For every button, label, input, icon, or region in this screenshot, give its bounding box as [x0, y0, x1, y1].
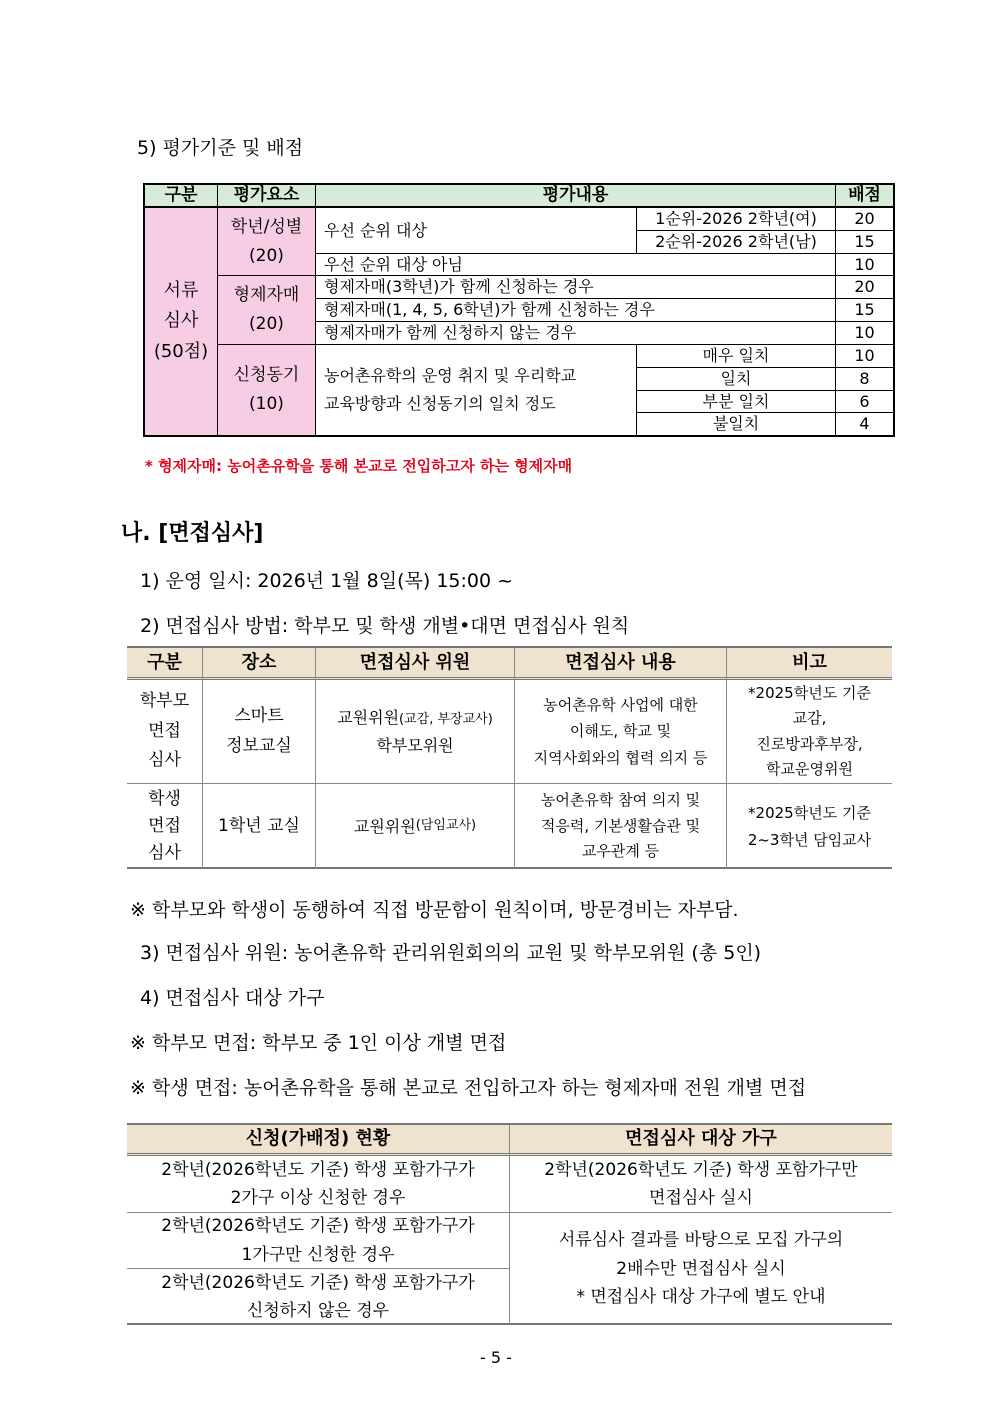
- header-cell: 구분: [127, 648, 203, 680]
- section-heading: 나. [면접심사]: [121, 521, 264, 546]
- score: 20: [836, 208, 893, 231]
- parent-interview-note: ※ 학부모 면접: 학부모 중 1인 이상 개별 면접: [130, 1032, 507, 1054]
- sibling-row: 형제자매(3학년)가 함께 신청하는 경우: [316, 276, 836, 299]
- motive-level: 일치: [637, 368, 836, 391]
- interview-remark: *2025학년도 기준 2~3학년 담임교사: [747, 804, 872, 849]
- target-household-table: [127, 1123, 892, 1325]
- interview-place: 1학년 교실: [203, 784, 316, 869]
- header-cell: 평가요소: [218, 185, 316, 208]
- interview-committee: 교원위원(교감, 부장교사) 학부모위원: [316, 680, 515, 784]
- motive-description: 농어촌유학의 운영 취지 및 우리학교 교육방향과 신청동기의 일치 정도: [316, 345, 637, 435]
- visit-note: ※ 학부모와 학생이 동행하여 직접 방문함이 원칙이며, 방문경비는 자부담.: [130, 899, 739, 921]
- interview-type-student: 학생 면접 심사: [127, 784, 203, 869]
- motive-level: 부분 일치: [637, 391, 836, 413]
- interview-place: 스마트 정보교실: [203, 680, 316, 784]
- header-cell: 면접심사 대상 가구: [510, 1125, 892, 1156]
- sibling-note: * 형제자매: 농어촌유학을 통해 본교로 전입하고자 하는 형제자매: [145, 457, 573, 475]
- interview-committee: 교원위원 (담임교사): [316, 784, 515, 869]
- interview-target: 서류심사 결과를 바탕으로 모집 가구의 2배수만 면접심사 실시 * 면접심사 대상 가구에 별도 안내: [558, 1229, 844, 1308]
- application-status: 2학년(2026학년도 기준) 학생 포함가구가 2가구 이상 신청한 경우: [127, 1156, 510, 1213]
- header-cell: 평가내용: [316, 185, 836, 208]
- score: 15: [836, 299, 893, 322]
- item-committee: 3) 면접심사 위원: 농어촌유학 관리위원회의의 교원 및 학부모위원 (총 5인): [140, 942, 762, 964]
- priority-1: 1순위-2026 2학년(여): [637, 208, 836, 231]
- interview-target: 2학년(2026학년도 기준) 학생 포함가구만 면접심사 실시: [510, 1156, 892, 1213]
- page-number: - 5 -: [480, 1348, 512, 1367]
- header-cell: 신청(가배정) 현황: [127, 1125, 510, 1156]
- interview-remark: *2025학년도 기준 교감, 진로방과후부장, 학교운영위원: [727, 680, 892, 784]
- category-cell: 서류 심사 (50점): [145, 208, 218, 435]
- score: 10: [836, 254, 893, 276]
- interview-type-parent: 학부모 면접 심사: [127, 680, 203, 784]
- item-schedule: 1) 운영 일시: 2026년 1월 8일(목) 15:00 ~: [140, 570, 514, 592]
- interview-content: 농어촌유학 참여 의지 및 적응력, 기본생활습관 및 교우관계 등: [515, 784, 727, 869]
- application-status: 2학년(2026학년도 기준) 학생 포함가구가 신청하지 않은 경우: [127, 1269, 510, 1325]
- non-priority: 우선 순위 대상 아님: [316, 254, 836, 276]
- header-cell: 면접심사 위원: [316, 648, 515, 680]
- header-cell: 배점: [836, 185, 893, 208]
- student-interview-note: ※ 학생 면접: 농어촌유학을 통해 본교로 전입하고자 하는 형제자매 전원 개별 면접: [130, 1077, 807, 1099]
- factor-siblings: 형제자매 (20): [218, 276, 316, 345]
- factor-grade: 학년/성별 (20): [218, 208, 316, 276]
- score: 10: [836, 345, 893, 368]
- score: 8: [836, 368, 893, 391]
- score: 20: [836, 276, 893, 299]
- sibling-row: 형제자매(1, 4, 5, 6학년)가 함께 신청하는 경우: [316, 299, 836, 322]
- priority-target: 우선 순위 대상: [316, 208, 637, 254]
- header-cell: 비고: [727, 648, 892, 680]
- interview-content: 농어촌유학 사업에 대한 이해도, 학교 및 지역사회와의 협력 의지 등: [515, 680, 727, 784]
- item-target: 4) 면접심사 대상 가구: [140, 987, 325, 1009]
- score: 15: [836, 231, 893, 254]
- interview-table: [127, 646, 892, 869]
- score: 6: [836, 391, 893, 413]
- motive-level: 매우 일치: [637, 345, 836, 368]
- score: 10: [836, 322, 893, 345]
- item-method: 2) 면접심사 방법: 학부모 및 학생 개별•대면 면접심사 원칙: [140, 615, 630, 637]
- sibling-row: 형제자매가 함께 신청하지 않는 경우: [316, 322, 836, 345]
- application-status: 2학년(2026학년도 기준) 학생 포함가구가 1가구만 신청한 경우: [127, 1213, 510, 1269]
- header-cell: 장소: [203, 648, 316, 680]
- factor-motive: 신청동기 (10): [218, 345, 316, 435]
- score: 4: [859, 414, 870, 434]
- section-title: 5) 평가기준 및 배점: [137, 137, 304, 159]
- motive-level: 불일치: [637, 413, 836, 435]
- header-cell: 구분: [145, 185, 218, 208]
- priority-2: 2순위-2026 2학년(남): [637, 231, 836, 254]
- evaluation-table: [143, 183, 895, 437]
- header-cell: 면접심사 내용: [515, 648, 727, 680]
